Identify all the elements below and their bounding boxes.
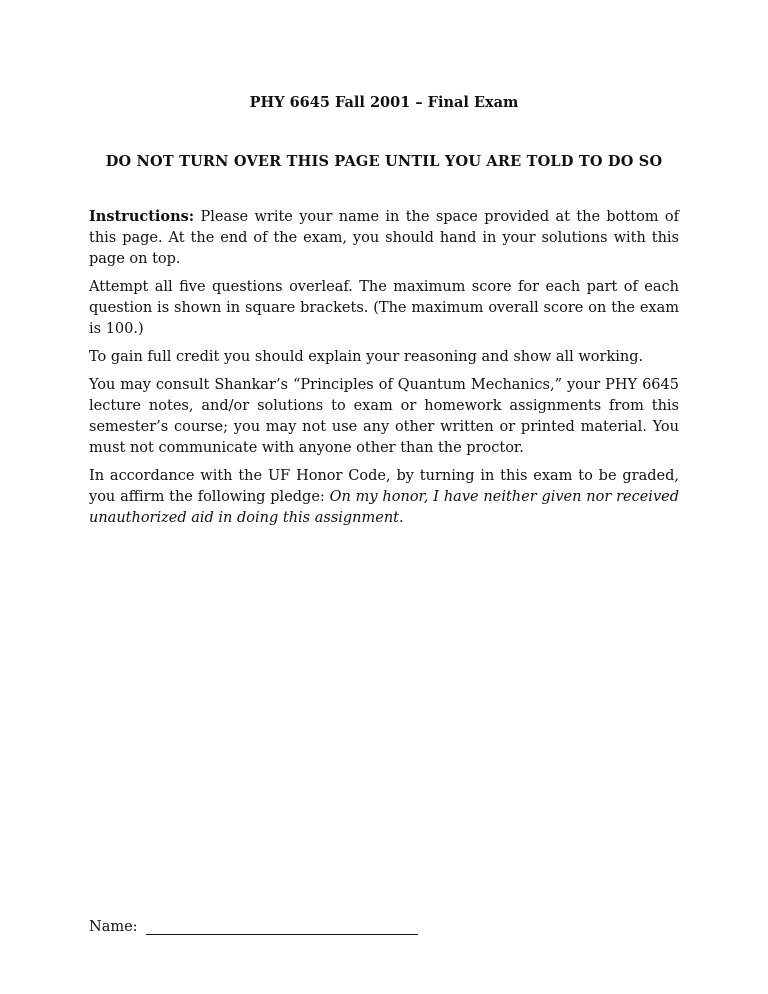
instructions-text-1: Please write your name in the space provided at the bottom of this page. At the end of the exam, you should hand in your solutions with this page on top. bbox=[89, 209, 679, 267]
honor-pledge: On my honor, I have neither given nor received unauthorized aid in doing this assignment. bbox=[89, 489, 680, 526]
name-blank-line[interactable] bbox=[146, 920, 418, 935]
instructions-label: Instructions: bbox=[89, 208, 195, 225]
instructions-paragraph-4: You may consult Shankar’s “Principles of Quantum Mechanics,” your PHY 6645 lecture notes, and/or solutions to exam or homework assignments from this semester’s course; you may not use any other written or printed material. You must not communicate with anyone other than the proctor. bbox=[89, 377, 679, 456]
instructions-paragraph-1 bbox=[89, 206, 679, 270]
instructions-block bbox=[89, 206, 679, 536]
exam-title: PHY 6645 Fall 2001 – Final Exam bbox=[249, 94, 519, 111]
instructions-paragraph-3: To gain full credit you should explain your reasoning and show all working. bbox=[89, 349, 644, 365]
warning-banner: DO NOT TURN OVER THIS PAGE UNTIL YOU ARE TOLD TO DO SO bbox=[105, 153, 663, 170]
instructions-paragraph-5 bbox=[89, 466, 679, 529]
honor-code-text: In accordance with the UF Honor Code, by turning in this exam to be graded, you affirm the following pledge: bbox=[89, 468, 679, 505]
name-label: Name: bbox=[89, 919, 138, 935]
name-field bbox=[89, 919, 418, 935]
instructions-paragraph-2: Attempt all five questions overleaf. The maximum score for each part of each question is shown in square brackets. (The maximum overall score on the exam is 100.) bbox=[89, 279, 679, 337]
